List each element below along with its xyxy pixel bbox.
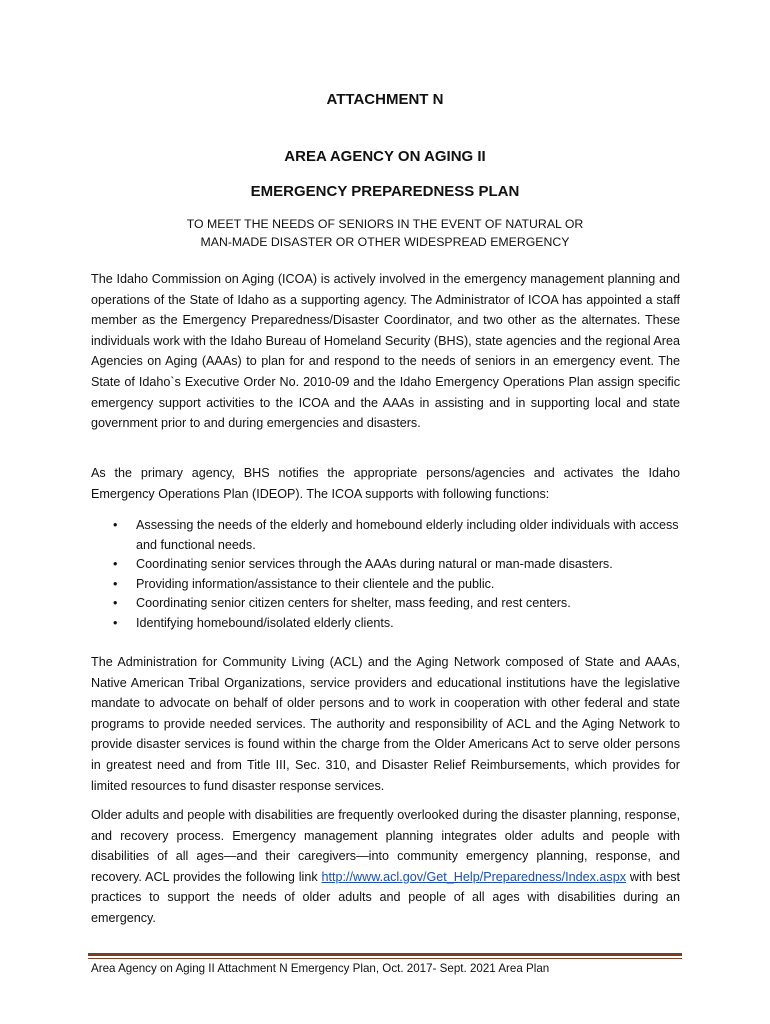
- list-item-text: Assessing the needs of the elderly and homebound elderly including older individuals with access and functional needs.: [136, 518, 679, 552]
- subtitle-line-2: MAN-MADE DISASTER OR OTHER WIDESPREAD EMERGENCY: [200, 235, 570, 249]
- functions-list: [91, 516, 680, 634]
- bullet-icon: •: [113, 615, 118, 630]
- bullet-icon: •: [113, 576, 118, 591]
- list-item: [91, 575, 680, 595]
- list-item: [91, 516, 680, 555]
- plan-title: EMERGENCY PREPAREDNESS PLAN: [250, 183, 520, 200]
- list-item: [91, 555, 680, 575]
- subtitle-line-1: TO MEET THE NEEDS OF SENIORS IN THE EVENT OF NATURAL OR: [186, 217, 584, 231]
- list-item: [91, 594, 680, 614]
- page-footer: Area Agency on Aging II Attachment N Emergency Plan, Oct. 2017- Sept. 2021 Area Plan: [91, 962, 550, 975]
- list-item-text: Coordinating senior services through the AAAs during natural or man-made disasters.: [136, 557, 613, 572]
- list-item-text: Coordinating senior citizen centers for shelter, mass feeding, and rest centers.: [136, 596, 571, 611]
- agency-title: AREA AGENCY ON AGING II: [284, 148, 486, 165]
- list-item-text: Identifying homebound/isolated elderly clients.: [136, 615, 394, 630]
- bullet-icon: •: [113, 557, 118, 572]
- plan-subtitle: [0, 215, 770, 251]
- bullet-icon: •: [113, 518, 118, 532]
- paragraph-text: Older adults and people with disabilities are frequently overlooked during the disaster planning, response, and recovery process. Emergency management planning integrates older adults and people with disabilities of all ages—and their caregivers—into community emergency planning, response, and recovery. ACL provides the following link: [91, 808, 680, 884]
- disabilities-paragraph: [91, 805, 680, 929]
- bullet-icon: •: [113, 596, 118, 611]
- attachment-title: ATTACHMENT N: [326, 91, 444, 108]
- list-item: [91, 614, 680, 634]
- footer-divider-thin: [88, 958, 682, 959]
- paragraph-text: with best practices to support the needs of older adults and people of all ages with disabilities during an emergency.: [91, 869, 680, 925]
- list-item-text: Providing information/assistance to their clientele and the public.: [136, 576, 495, 591]
- intro-paragraph: The Idaho Commission on Aging (ICOA) is actively involved in the emergency management planning and operations of the State of Idaho as a supporting agency. The Administrator of ICOA has appointed a staff member as the Emergency Preparedness/Disaster Coordinator, and two other as the alternates. These individuals work with the Idaho Bureau of Homeland Security (BHS), state agencies and the regional Area Agencies on Aging (AAAs) to plan for and respond to the needs of seniors in an emergency event. The State of Idaho`s Executive Order No. 2010-09 and the Idaho Emergency Operations Plan assign specific emergency support activities to the ICOA and the AAAs in assisting and in supporting local and state government prior to and during emergencies and disasters.: [91, 272, 680, 431]
- footer-divider: [88, 953, 682, 956]
- acl-paragraph: The Administration for Community Living (ACL) and the Aging Network composed of State and AAAs, Native American Tribal Organizations, service providers and educational institutions have the legislative mandate to advocate on behalf of older persons and to work in cooperation with other federal and state programs to provide needed services. The authority and responsibility of ACL and the Aging Network to provide disaster services is found within the charge from the Older Americans Act to serve older persons in greatest need and from Title III, Sec. 310, and Disaster Relief Reimbursements, which provides for limited resources to fund disaster response services.: [91, 655, 680, 793]
- functions-intro-paragraph: As the primary agency, BHS notifies the appropriate persons/agencies and activates the Idaho Emergency Operations Plan (IDEOP). The ICOA supports with following functions:: [91, 466, 680, 501]
- acl-preparedness-link[interactable]: http://www.acl.gov/Get_Help/Preparedness/Index.aspx: [321, 869, 627, 884]
